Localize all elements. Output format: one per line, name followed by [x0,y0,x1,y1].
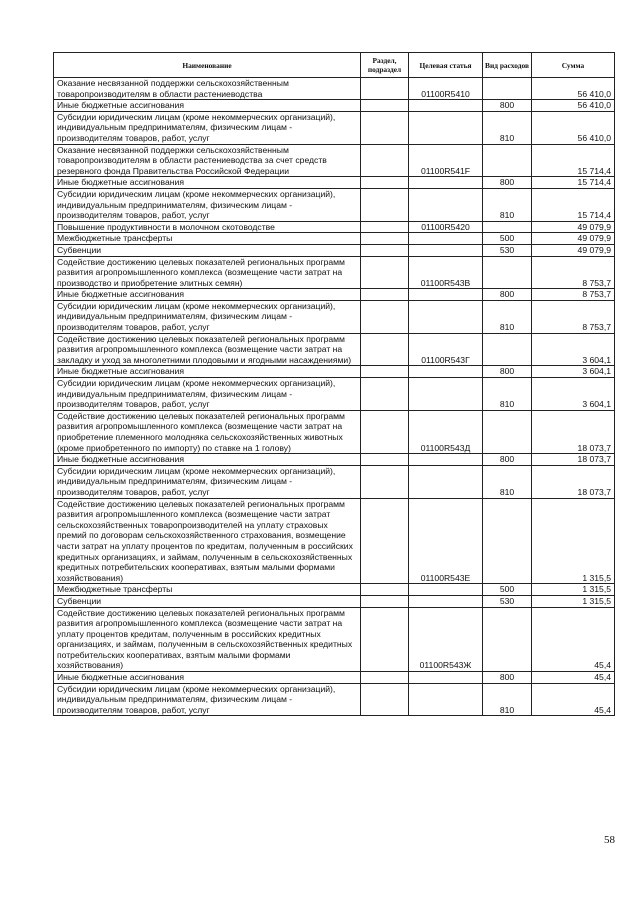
cell-type [483,78,532,100]
cell-type: 810 [483,111,532,144]
table-row [54,333,615,366]
cell-sum: 8 753,7 [532,300,615,333]
table-row [54,607,615,672]
header-target: Целевая статья [409,53,483,78]
cell-section [361,410,409,453]
cell-sum: 45,4 [532,683,615,716]
cell-name: Содействие достижению целевых показателей региональных программ развития агропромышленного комплекса (возмещение части затрат на закладку и уход за многолетними плодовыми и ягодными насаждениями) [54,333,361,366]
cell-section [361,244,409,256]
table-row [54,244,615,256]
cell-type [483,410,532,453]
cell-name: Содействие достижению целевых показателей региональных программ развития агропромышленного комплекса (возмещение части затрат на приобретение племенного молодняка сельскохозяйственных животных (кроме приобретенного по импорту) по ставке на 1 голову) [54,410,361,453]
cell-target [409,454,483,466]
cell-section [361,595,409,607]
cell-sum: 49 079,9 [532,233,615,245]
cell-section [361,188,409,221]
table-row [54,584,615,596]
cell-sum: 49 079,9 [532,221,615,233]
cell-section [361,498,409,584]
cell-section [361,378,409,411]
cell-name: Иные бюджетные ассигнования [54,289,361,301]
table-row [54,300,615,333]
cell-target [409,683,483,716]
cell-sum: 49 079,9 [532,244,615,256]
table-row [54,144,615,177]
cell-section [361,100,409,112]
cell-name: Субвенции [54,595,361,607]
cell-target [409,289,483,301]
cell-target: 01100R543Г [409,333,483,366]
cell-type [483,256,532,289]
cell-sum: 8 753,7 [532,289,615,301]
cell-target [409,465,483,498]
page-number: 58 [604,834,615,846]
cell-name: Субсидии юридическим лицам (кроме некоммерческих организаций), индивидуальным предпринимателям, физическим лицам - производителям товаров, работ, услуг [54,188,361,221]
header-type: Вид расходов [483,53,532,78]
cell-section [361,256,409,289]
cell-target [409,188,483,221]
cell-name: Содействие достижению целевых показателей региональных программ развития агропромышленного комплекса (возмещение части затрат сельскохозяйственных товаропроизводителей на уплату страховых премий по договорам сельскохозяйственного страхования, возмещение части затрат на уплату процентов по кредитам, полученным в российских кредитных организациях, и займам, полученным в сельскохозяйственных кредитных потребительских кооперативах, взятым малыми формами хозяйствования) [54,498,361,584]
cell-target [409,378,483,411]
cell-sum: 1 315,5 [532,584,615,596]
cell-sum: 56 410,0 [532,78,615,100]
cell-target [409,233,483,245]
table-header-row [54,53,615,78]
cell-section [361,221,409,233]
cell-target: 01100R543B [409,256,483,289]
cell-type: 800 [483,366,532,378]
cell-sum: 45,4 [532,607,615,672]
budget-table [53,52,615,716]
cell-section [361,454,409,466]
cell-sum: 18 073,7 [532,454,615,466]
cell-target [409,100,483,112]
cell-target [409,177,483,189]
table-row [54,221,615,233]
cell-name: Субсидии юридическим лицам (кроме некоммерческих организаций), индивидуальным предпринимателям, физическим лицам - производителям товаров, работ, услуг [54,378,361,411]
cell-section [361,300,409,333]
table-row [54,410,615,453]
cell-type: 530 [483,595,532,607]
table-row [54,100,615,112]
cell-section [361,233,409,245]
header-name: Наименование [54,53,361,78]
cell-target [409,244,483,256]
table-row [54,378,615,411]
cell-target [409,300,483,333]
cell-type: 500 [483,584,532,596]
table-row [54,683,615,716]
cell-name: Содействие достижению целевых показателей региональных программ развития агропромышленного комплекса (возмещение части затрат на производство и приобретение элитных семян) [54,256,361,289]
cell-name: Оказание несвязанной поддержки сельскохозяйственным товаропроизводителям в области растениеводства [54,78,361,100]
cell-name: Иные бюджетные ассигнования [54,366,361,378]
cell-target: 01100R5420 [409,221,483,233]
cell-type: 810 [483,465,532,498]
cell-section [361,584,409,596]
table-row [54,454,615,466]
cell-target: 01100R5410 [409,78,483,100]
cell-type: 500 [483,233,532,245]
cell-sum: 15 714,4 [532,144,615,177]
cell-section [361,683,409,716]
table-row [54,366,615,378]
cell-sum: 18 073,7 [532,410,615,453]
header-section: Раздел, подраздел [361,53,409,78]
cell-sum: 3 604,1 [532,366,615,378]
cell-type [483,221,532,233]
cell-section [361,607,409,672]
table-row [54,111,615,144]
cell-name: Субсидии юридическим лицам (кроме некоммерческих организаций), индивидуальным предпринимателям, физическим лицам - производителям товаров, работ, услуг [54,111,361,144]
cell-target: 01100R543Ж [409,607,483,672]
cell-sum: 56 410,0 [532,111,615,144]
cell-sum: 56 410,0 [532,100,615,112]
cell-type: 800 [483,100,532,112]
cell-name: Иные бюджетные ассигнования [54,454,361,466]
cell-section [361,177,409,189]
table-row [54,177,615,189]
cell-name: Субсидии юридическим лицам (кроме некоммерческих организаций), индивидуальным предпринимателям, физическим лицам - производителям товаров, работ, услуг [54,683,361,716]
table-row [54,78,615,100]
cell-sum: 3 604,1 [532,378,615,411]
cell-target: 01100R543Д [409,410,483,453]
cell-type: 800 [483,454,532,466]
table-row [54,256,615,289]
cell-type: 810 [483,188,532,221]
cell-type [483,607,532,672]
table-row [54,595,615,607]
cell-type: 810 [483,300,532,333]
cell-name: Межбюджетные трансферты [54,584,361,596]
cell-name: Субвенции [54,244,361,256]
cell-sum: 45,4 [532,672,615,684]
cell-name: Иные бюджетные ассигнования [54,672,361,684]
cell-type: 810 [483,378,532,411]
cell-name: Содействие достижению целевых показателей региональных программ развития агропромышленного комплекса (возмещение части затрат на уплату процентов кредитам, полученным в российских кредитных организациях, и займам, полученным в сельскохозяйственных кредитных потребительских кооперативах, взятым малыми формами хозяйствования) [54,607,361,672]
cell-sum: 15 714,4 [532,177,615,189]
cell-name: Межбюджетные трансферты [54,233,361,245]
cell-name: Субсидии юридическим лицам (кроме некоммерческих организаций), индивидуальным предпринимателям, физическим лицам - производителям товаров, работ, услуг [54,465,361,498]
cell-type [483,498,532,584]
cell-section [361,366,409,378]
cell-sum: 1 315,5 [532,498,615,584]
cell-name: Оказание несвязанной поддержки сельскохозяйственным товаропроизводителям в области растениеводства за счет средств резервного фонда Правительства Российской Федерации [54,144,361,177]
header-sum: Сумма [532,53,615,78]
cell-type: 530 [483,244,532,256]
cell-section [361,289,409,301]
cell-type: 800 [483,289,532,301]
cell-type: 800 [483,672,532,684]
cell-type [483,333,532,366]
cell-name: Субсидии юридическим лицам (кроме некоммерческих организаций), индивидуальным предпринимателям, физическим лицам - производителям товаров, работ, услуг [54,300,361,333]
cell-sum: 1 315,5 [532,595,615,607]
cell-target: 01100R543E [409,498,483,584]
cell-type [483,144,532,177]
cell-target [409,595,483,607]
cell-sum: 3 604,1 [532,333,615,366]
cell-section [361,465,409,498]
cell-target [409,584,483,596]
cell-name: Иные бюджетные ассигнования [54,100,361,112]
cell-type: 800 [483,177,532,189]
table-row [54,188,615,221]
table-row [54,289,615,301]
cell-sum: 15 714,4 [532,188,615,221]
cell-target [409,672,483,684]
cell-section [361,333,409,366]
table-body [54,78,615,716]
cell-target [409,366,483,378]
cell-section [361,144,409,177]
cell-section [361,78,409,100]
table-row [54,465,615,498]
cell-section [361,672,409,684]
cell-name: Иные бюджетные ассигнования [54,177,361,189]
table-row [54,672,615,684]
cell-name: Повышение продуктивности в молочном скотоводстве [54,221,361,233]
cell-target: 01100R541F [409,144,483,177]
table-row [54,498,615,584]
table-row [54,233,615,245]
cell-target [409,111,483,144]
cell-sum: 18 073,7 [532,465,615,498]
cell-sum: 8 753,7 [532,256,615,289]
cell-section [361,111,409,144]
cell-type: 810 [483,683,532,716]
